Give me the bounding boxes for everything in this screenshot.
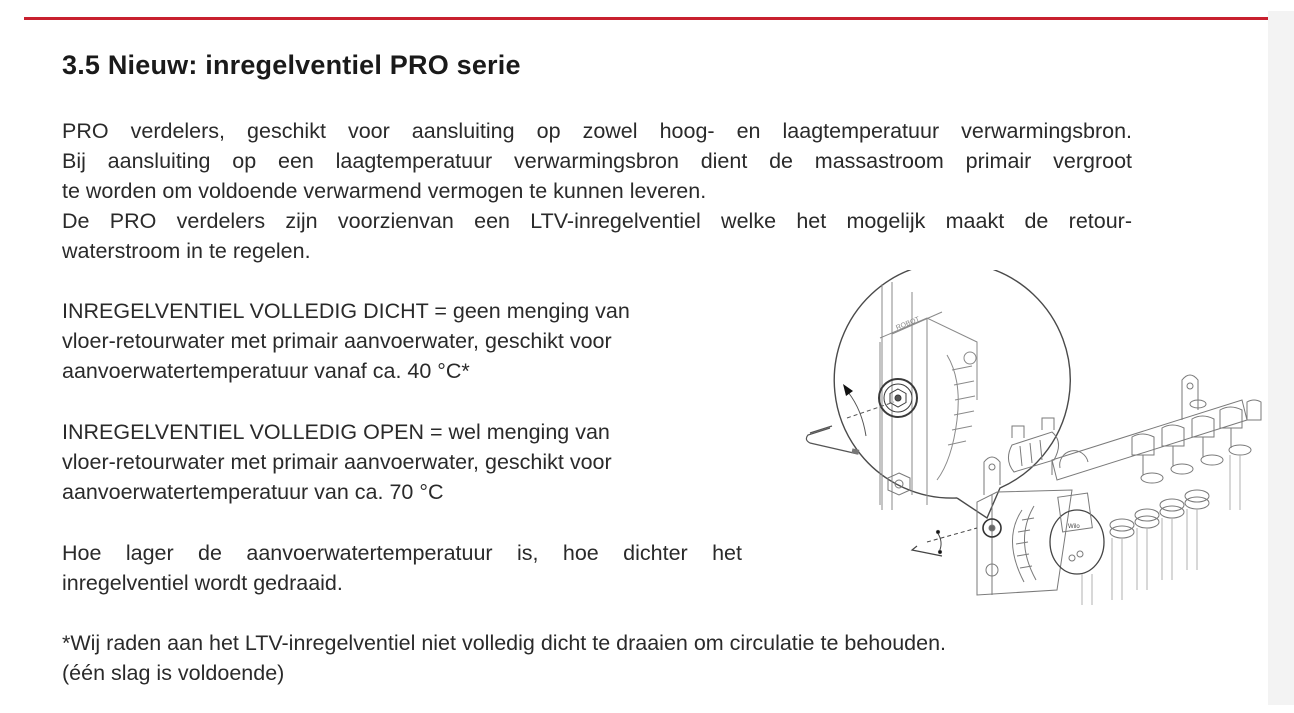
intro-line: te worden om voldoende verwarmend vermogen te kunnen leveren.: [62, 179, 707, 203]
lower-temp-line: Hoe lager de aanvoerwatertemperatuur is, hoe dichter het: [62, 541, 742, 565]
intro-line: De PRO verdelers zijn voorzienvan een LTV-inregelventiel welke het mogelijk maakt de retour-: [62, 209, 1132, 233]
valve-closed-paragraph: [62, 296, 630, 386]
valve-closed-line: INREGELVENTIEL VOLLEDIG DICHT = geen menging van: [62, 299, 630, 323]
valve-open-paragraph: [62, 417, 612, 507]
valve-open-line: aanvoerwatertemperatuur van ca. 70 °C: [62, 480, 444, 504]
svg-text:ROBOT: ROBOT: [895, 316, 921, 332]
header-rule: [24, 17, 1268, 20]
section-title: 3.5 Nieuw: inregelventiel PRO serie: [62, 50, 521, 80]
regulating-valve-icon: [879, 379, 917, 417]
valve-closed-line: aanvoerwatertemperatuur vanaf ca. 40 °C*: [62, 359, 470, 383]
lower-temp-line: inregelventiel wordt gedraaid.: [62, 571, 343, 595]
detail-magnifier-icon: [834, 270, 1070, 518]
manifold-valve-illustration: [752, 270, 1262, 615]
footnote-line: (één slag is voldoende): [62, 661, 285, 685]
svg-text:Wilo: Wilo: [1068, 524, 1080, 530]
valve-open-line: INREGELVENTIEL VOLLEDIG OPEN = wel menging van: [62, 420, 610, 444]
footnote-paragraph: [62, 628, 946, 688]
intro-line: PRO verdelers, geschikt voor aansluiting op zowel hoog- en laagtemperatuur verwarmingsbron.: [62, 119, 1132, 143]
side-panel: [1268, 11, 1294, 705]
intro-paragraph: [62, 116, 1132, 266]
lower-temp-paragraph: [62, 538, 742, 598]
intro-line: Bij aansluiting op een laagtemperatuur verwarmingsbron dient de massastroom primair vergroot: [62, 149, 1132, 173]
intro-line: waterstroom in te regelen.: [62, 239, 311, 263]
valve-open-line: vloer-retourwater met primair aanvoerwater, geschikt voor: [62, 450, 612, 474]
footnote-line: *Wij raden aan het LTV-inregelventiel niet volledig dicht te draaien om circulatie te behouden.: [62, 631, 947, 655]
manifold-icon: [977, 375, 1261, 605]
valve-closed-line: vloer-retourwater met primair aanvoerwater, geschikt voor: [62, 329, 612, 353]
